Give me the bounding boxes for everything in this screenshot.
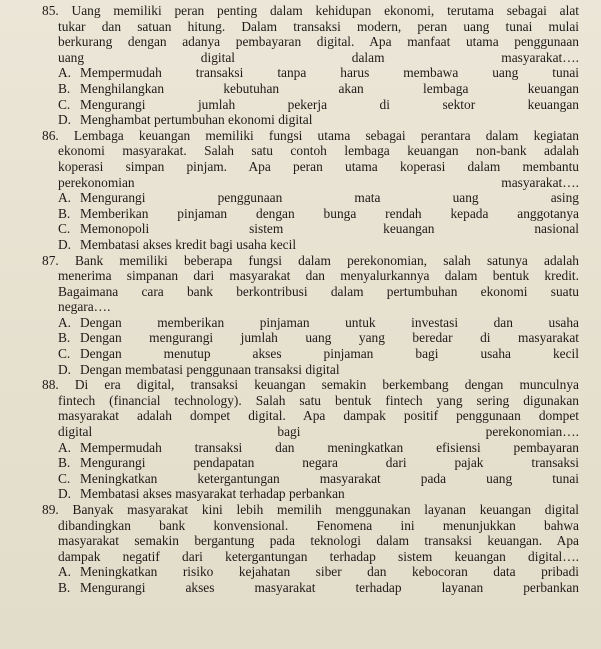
stem-line: dibandingkan bank konvensional. Fenomena ini menunjukkan bahwa [58,517,579,533]
option-letter: A. [58,564,72,580]
options-list [58,440,579,502]
option-letter: A. [58,314,72,330]
stem-line: koperasi simpan pinjam. Apa peran utama koperasi dalam membantu [58,158,579,174]
option-text: Mempermudah transaksi dan meningkatkan efisiensi pembayaran [80,439,579,455]
option-letter: B. [58,455,71,471]
option-a[interactable] [58,65,579,81]
stem-line: tukar dan satuan hitung. Dalam transaksi modern, peran uang tunai mulai [58,18,579,34]
option-text: Dengan menutup akses pinjaman bagi usaha kecil [80,346,579,362]
option-a[interactable] [58,564,579,580]
option-text: Menghilangkan kebutuhan akan lembaga keuangan [80,80,579,96]
stem-line: masyarakat adalah dompet digital. Apa dampak positif penggunaan dompet [58,408,579,424]
option-letter: C. [58,470,71,486]
option-text: Memberikan pinjaman dengan bunga rendah kepada anggotanya [80,205,579,221]
stem-line: 87. Bank memiliki beberapa fungsi dalam perekonomian, salah satunya adalah [42,252,579,268]
options-list [58,190,579,252]
option-text: Menghambat pertumbuhan ekonomi digital [80,112,313,128]
option-text: Mempermudah transaksi tanpa harus membawa uang tunai [80,65,579,81]
question-stem [42,502,579,564]
option-b[interactable] [58,81,579,97]
stem-line: 89. Banyak masyarakat kini lebih memilih menggunakan layanan keuangan digital [42,502,579,517]
option-text: Membatasi akses kredit bagi usaha kecil [80,236,297,252]
option-text: Memonopoli sistem keuangan nasional [80,221,579,237]
option-text: Meningkatkan risiko kejahatan siber dan kebocoran data pribadi [80,564,579,580]
options-list [58,65,579,127]
option-text: Meningkatkan ketergantungan masyarakat pada uang tunai [80,470,579,486]
option-c[interactable] [58,97,579,113]
option-letter: D. [58,486,72,502]
stem-line: digital bagi perekonomian…. [58,424,579,440]
option-text: Dengan mengurangi jumlah uang yang beredar di masyarakat [80,330,579,346]
question-number: 87. [42,252,59,268]
stem-line: negara…. [58,299,111,315]
option-d[interactable] [58,486,579,502]
stem-line: masyarakat semakin bergantung pada teknologi dalam transaksi keuangan. Apa [58,533,579,549]
option-letter: C. [58,346,71,362]
stem-line: berkurang dengan adanya pembayaran digital. Apa manfaat utama penggunaan [58,34,579,50]
question-stem [42,127,579,190]
option-text: Mengurangi penggunaan mata uang asing [80,190,579,206]
option-letter: D. [58,112,72,128]
option-letter: B. [58,579,71,595]
question-stem [42,252,579,315]
stem-line: uang digital dalam masyarakat…. [58,49,579,65]
stem-line: menerima simpanan dari masyarakat dan menyalurkannya dalam bentuk kredit. [58,268,579,284]
question-88 [42,377,579,502]
option-c[interactable] [58,221,579,237]
options-list [58,564,579,595]
stem-line: 88. Di era digital, transaksi keuangan semakin berkembang dengan munculnya [42,377,579,393]
option-text: Mengurangi pendapatan negara dari pajak transaksi [80,455,579,471]
question-89 [42,502,579,596]
question-number: 89. [42,502,59,517]
option-text: Mengurangi akses masyarakat terhadap layanan perbankan [80,579,579,595]
option-letter: C. [58,96,71,112]
stem-line: perekonomian masyarakat…. [58,174,579,190]
option-b[interactable] [58,580,579,596]
question-number: 85. [42,3,59,18]
option-a[interactable] [58,440,579,456]
option-letter: C. [58,221,71,237]
option-b[interactable] [58,330,579,346]
option-a[interactable] [58,190,579,206]
stem-line: 85. Uang memiliki peran penting dalam kehidupan ekonomi, terutama sebagai alat [42,3,579,18]
option-text: Dengan membatasi penggunaan transaksi digital [80,361,340,377]
option-text: Dengan memberikan pinjaman untuk investasi dan usaha [80,314,579,330]
option-c[interactable] [58,346,579,362]
option-d[interactable] [58,112,579,128]
option-letter: A. [58,190,72,206]
option-letter: D. [58,361,72,377]
stem-line: ekonomi masyarakat. Salah satu contoh lembaga keuangan non-bank adalah [58,143,579,159]
question-85 [42,3,579,128]
stem-line: Bagaimana cara bank berkontribusi dalam pertumbuhan ekonomi suatu [58,283,579,299]
option-letter: A. [58,439,72,455]
question-number: 86. [42,127,59,143]
stem-line: dampak negatif dari ketergantungan terhadap sistem keuangan digital…. [58,548,579,564]
option-letter: B. [58,330,71,346]
question-stem [42,3,579,65]
option-b[interactable] [58,206,579,222]
stem-line: 86. Lembaga keuangan memiliki fungsi utama sebagai perantara dalam kegiatan [42,127,579,143]
option-a[interactable] [58,315,579,331]
question-87 [42,252,579,378]
option-d[interactable] [58,237,579,253]
stem-line: fintech (financial technology). Salah satu bentuk fintech yang sering digunakan [58,392,579,408]
option-letter: A. [58,65,72,81]
option-letter: B. [58,80,71,96]
question-number: 88. [42,377,59,393]
option-letter: D. [58,236,72,252]
option-d[interactable] [58,362,579,378]
option-text: Mengurangi jumlah pekerja di sektor keuangan [80,96,579,112]
option-c[interactable] [58,471,579,487]
option-text: Membatasi akses masyarakat terhadap perbankan [80,486,345,502]
option-b[interactable] [58,455,579,471]
question-86 [42,127,579,253]
question-stem [42,377,579,440]
option-letter: B. [58,205,71,221]
options-list [58,315,579,377]
